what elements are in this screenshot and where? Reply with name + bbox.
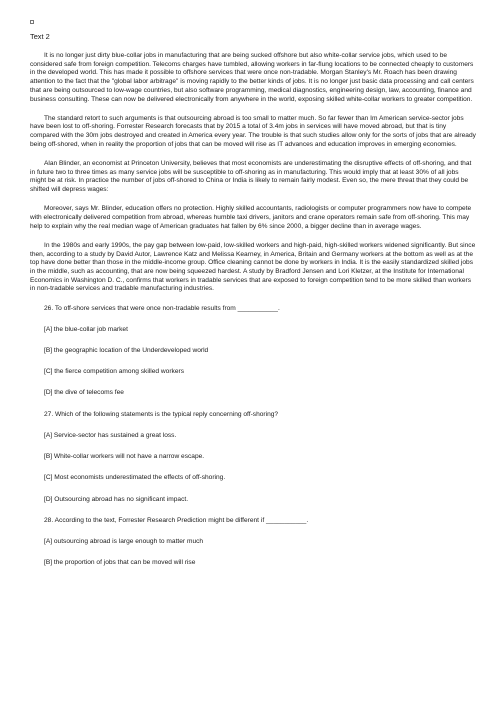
answer-option[interactable]: [A] Service-sector has sustained a great loss. bbox=[44, 431, 177, 439]
paragraph: It is no longer just dirty blue-collar jobs in manufacturing that are being sucked offshore but also white-collar service jobs, which used to be considered safe from foreign competition. Telecoms charges have tumbled, allowing workers in far-flung locations to be connected cheaply to customers in the developed world. This has made it possible to offshore services that were once non-tradable. Morgan Stanley's Mr. Roach has been drawing attention to the fact that the "global labor arbitrage" is moving rapidly to the better kinds of jobs. It is no longer just basic data processing and call centers that are being outsourced to low-wage countries, but also software programming, medical diagnostics, engineering design, law, accounting, finance and business consulting. These can now be delivered electronically from anywhere in the world, exposing skilled white-collar workers to greater competition. bbox=[30, 52, 474, 103]
answer-option[interactable]: [B] the geographic location of the Underdeveloped world bbox=[44, 347, 209, 355]
answer-option[interactable]: [B] White-collar workers will not have a narrow escape. bbox=[44, 453, 205, 461]
question-27: 27. Which of the following statements is the typical reply concerning off-shoring? bbox=[44, 410, 279, 418]
answer-option[interactable]: [A] outsourcing abroad is large enough to matter much bbox=[44, 537, 204, 545]
section-heading: Text 2 bbox=[30, 32, 50, 41]
page-corner-mark bbox=[30, 20, 34, 24]
answer-option[interactable]: [B] the proportion of jobs that can be moved will rise bbox=[44, 559, 196, 567]
answer-option[interactable]: [C] the fierce competition among skilled workers bbox=[44, 368, 184, 376]
answer-option[interactable]: [D] the dive of telecoms fee bbox=[44, 389, 124, 397]
paragraph: Alan Blinder, an economist at Princeton University, believes that most economists are underestimating the disruptive effects of off-shoring, and that in future two to three times as many service jobs will be susceptible to off-shoring as in manufacturing. This would imply that at least 30% of all jobs might be at risk. In practice the number of jobs off-shored to China or India is likely to remain fairly modest. Even so, the mere threat that they could be shifted will depress wages: bbox=[30, 160, 472, 194]
paragraph: Moreover, says Mr. Blinder, education offers no protection. Highly skilled accountants, radiologists or computer programmers now have to compete with electronically delivered competition from abroad, whereas humble taxi drivers, janitors and crane operators remain safe from off-shoring. This may help to explain why the real median wage of American graduates hat fallen by 6% since 2000, a bigger decline than in average wages. bbox=[30, 205, 472, 230]
answer-option[interactable]: [C] Most economists underestimated the effects of off-shoring. bbox=[44, 474, 226, 482]
paragraph: In the 1980s and early 1990s, the pay gap between low-paid, low-skilled workers and high-paid, high-skilled workers widened significantly. But since then, according to a study by David Autor, Lawrence Katz and Melissa Kearney, in America, Britain and Germany workers at the bottom as well as at the top have done better than those in the middle-income group. Office cleaning cannot be done by workers in India. It is the easily standardized skilled jobs in the middle, such as accounting, that are now being squeezed hardest. A study by Bradford Jensen and Lori Kletzer, at the Institute for International Economics in Washington D. C., confirms that workers in tradable services that are exposed to foreign competition tend to be more skilled than workers in non-tradable services and tradable manufacturing industries. bbox=[30, 241, 476, 293]
paragraph: The standard retort to such arguments is that outsourcing abroad is too small to matter much. So far fewer than Im American service-sector jobs have been lost to off-shoring. Forrester Research forecasts that by 2015 a total of 3.4m jobs in services will have moved abroad, but that is tiny compared with the 30m jobs destroyed and created in America every year. The trouble is that such studies allow only for the sorts of jobs that are already being off-shored, when in reality the proportion of jobs that can be moved will rise as IT advances and education improves in emerging economies. bbox=[30, 114, 476, 148]
answer-option[interactable]: [A] the blue-collar job market bbox=[44, 325, 128, 333]
document-body bbox=[30, 52, 476, 580]
answer-option[interactable]: [D] Outsourcing abroad has no significant impact. bbox=[44, 495, 189, 503]
question-28: 28. According to the text, Forrester Research Prediction might be different if ___________. bbox=[44, 516, 309, 524]
question-26: 26. To off-shore services that were once non-tradable results from ___________. bbox=[44, 304, 280, 312]
